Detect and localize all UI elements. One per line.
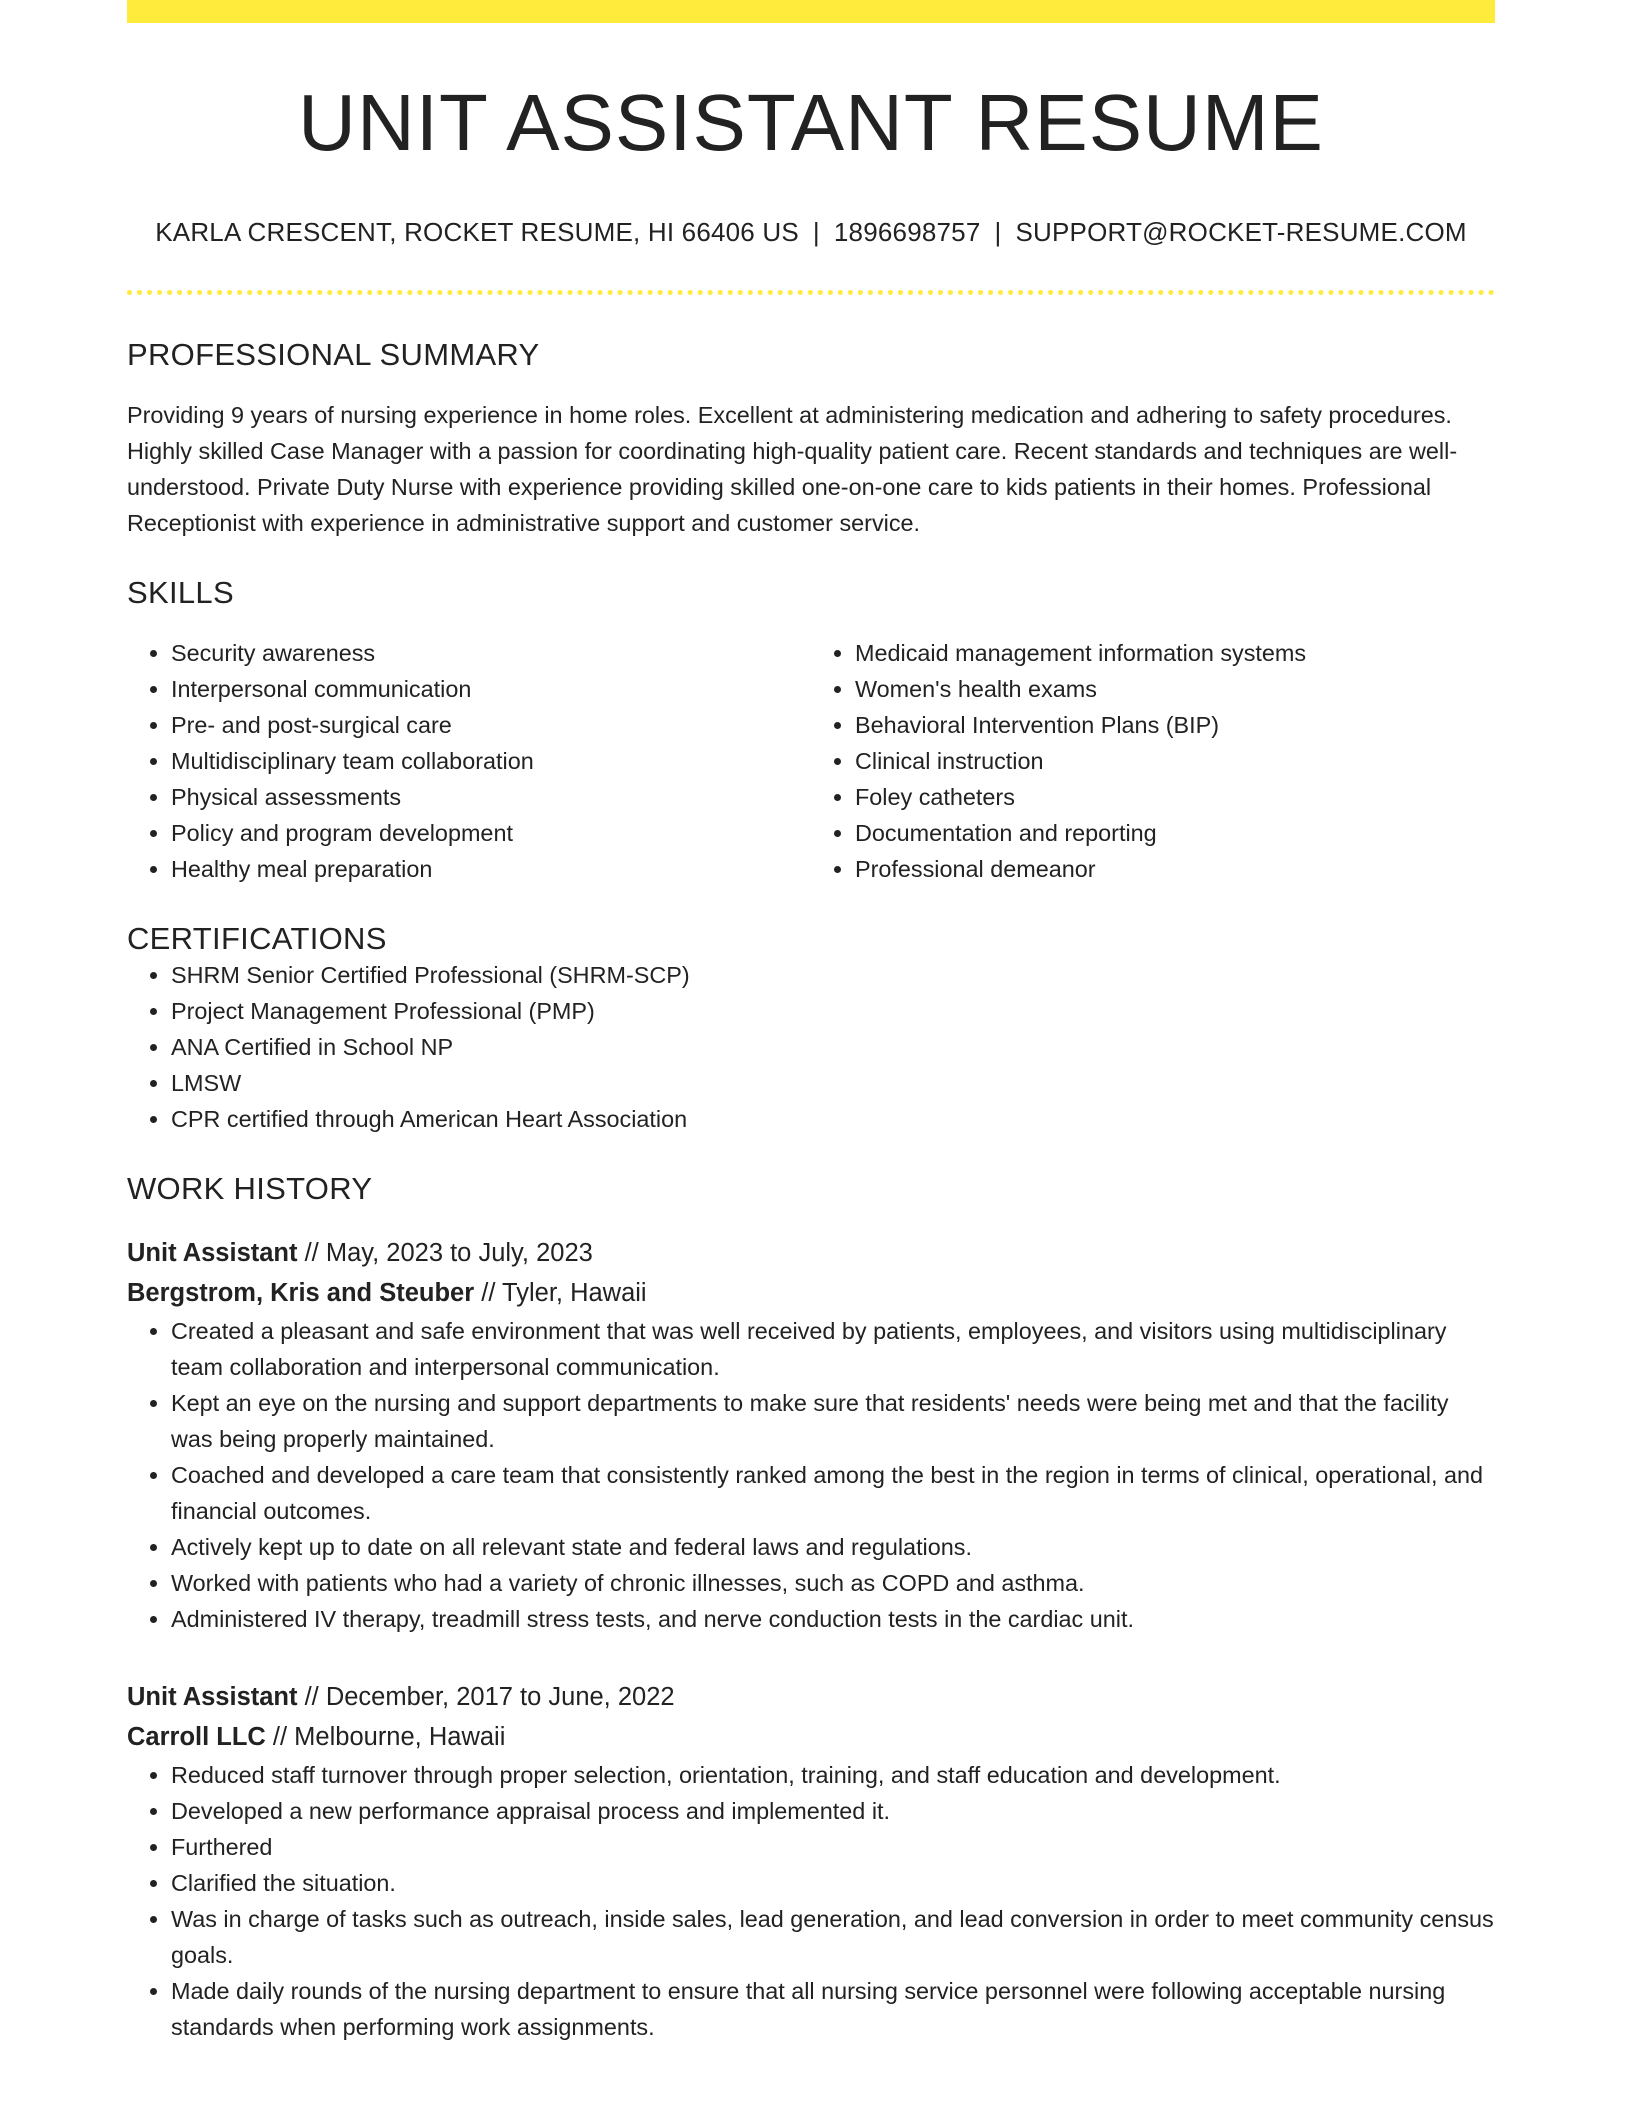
job-bullet: • Developed a new performance appraisal process and implemented it.	[171, 1793, 1495, 1829]
certification-item: • Project Management Professional (PMP)	[171, 993, 1495, 1029]
job-dates: // May, 2023 to July, 2023	[297, 1239, 593, 1267]
skill-item: • Professional demeanor	[855, 851, 1495, 887]
contact-separator: |	[812, 217, 820, 247]
skill-item: • Foley catheters	[855, 779, 1495, 815]
certification-item: • CPR certified through American Heart Association	[171, 1101, 1495, 1137]
job-role: Unit Assistant	[127, 1683, 298, 1711]
job-company: Carroll LLC	[127, 1723, 266, 1751]
job-bullet: • Kept an eye on the nursing and support departments to make sure that residents' needs were being met and that the facility was being properly maintained.	[171, 1385, 1495, 1457]
skill-item: • Medicaid management information systems	[855, 635, 1495, 671]
skill-item: • Behavioral Intervention Plans (BIP)	[855, 707, 1495, 743]
skill-item: • Interpersonal communication	[171, 671, 811, 707]
skill-item: • Women's health exams	[855, 671, 1495, 707]
job-bullet: • Clarified the situation.	[171, 1865, 1495, 1901]
job-dates: // December, 2017 to June, 2022	[297, 1683, 675, 1711]
job-company: Bergstrom, Kris and Steuber	[127, 1279, 475, 1307]
skill-item: • Policy and program development	[171, 815, 811, 851]
job-bullet: • Actively kept up to date on all relevant state and federal laws and regulations.	[171, 1529, 1495, 1565]
skill-item: • Clinical instruction	[855, 743, 1495, 779]
job-bullet: • Was in charge of tasks such as outreach, inside sales, lead generation, and lead conversion in order to meet community census goals.	[171, 1901, 1495, 1973]
skill-item: • Multidisciplinary team collaboration	[171, 743, 811, 779]
job-bullet: • Coached and developed a care team that consistently ranked among the best in the region in terms of clinical, operational, and financial outcomes.	[171, 1457, 1495, 1529]
dotted-divider	[127, 290, 1495, 295]
job-location: // Tyler, Hawaii	[474, 1279, 647, 1307]
job-title-line	[127, 1233, 1495, 1273]
skill-item: • Documentation and reporting	[855, 815, 1495, 851]
top-accent-bar	[127, 0, 1495, 23]
contact-address: KARLA CRESCENT, ROCKET RESUME, HI 66406 US	[155, 217, 799, 247]
job-bullet: • Administered IV therapy, treadmill stress tests, and nerve conduction tests in the cardiac unit.	[171, 1601, 1495, 1637]
certifications-list	[127, 957, 1495, 1137]
job-bullet: • Reduced staff turnover through proper selection, orientation, training, and staff education and development.	[171, 1757, 1495, 1793]
skills-columns	[127, 635, 1495, 887]
contact-email: SUPPORT@ROCKET-RESUME.COM	[1015, 217, 1467, 247]
skill-item: • Pre- and post-surgical care	[171, 707, 811, 743]
page-title: UNIT ASSISTANT RESUME	[298, 78, 1324, 167]
job-bullet: • Created a pleasant and safe environment that was well received by patients, employees, and visitors using multidisciplinary team collaboration and interpersonal communication.	[171, 1313, 1495, 1385]
job-company-line	[127, 1717, 1495, 1757]
certification-item: • SHRM Senior Certified Professional (SHRM-SCP)	[171, 957, 1495, 993]
job-location: // Melbourne, Hawaii	[265, 1723, 506, 1751]
job-entry	[127, 1233, 1495, 1637]
certifications-heading: CERTIFICATIONS	[127, 921, 387, 956]
job-company-line	[127, 1273, 1495, 1313]
job-bullet: • Furthered	[171, 1829, 1495, 1865]
certification-item: • LMSW	[171, 1065, 1495, 1101]
work-history-heading: WORK HISTORY	[127, 1171, 373, 1206]
job-bullet: • Worked with patients who had a variety of chronic illnesses, such as COPD and asthma.	[171, 1565, 1495, 1601]
job-role: Unit Assistant	[127, 1239, 298, 1267]
skills-list-right	[811, 635, 1495, 887]
resume-page	[127, 0, 1495, 2045]
job-entry	[127, 1677, 1495, 2045]
skill-item: • Security awareness	[171, 635, 811, 671]
contact-phone: 1896698757	[833, 217, 981, 247]
skill-item: • Healthy meal preparation	[171, 851, 811, 887]
job-bullet: • Made daily rounds of the nursing department to ensure that all nursing service personnel were following acceptable nursing standards when performing work assignments.	[171, 1973, 1495, 2045]
contact-line	[127, 217, 1495, 248]
summary-text: Providing 9 years of nursing experience in home roles. Excellent at administering medication and adhering to safety procedures. Highly skilled Case Manager with a passion for coordinating high-quality patient care. Recent standards and techniques are well-understood. Private Duty Nurse with experience providing skilled one-on-one care to kids patients in their homes. Professional Receptionist with experience in administrative support and customer service.	[127, 402, 1458, 536]
skills-list-left	[127, 635, 811, 887]
job-bullets	[127, 1757, 1495, 2045]
job-title-line	[127, 1677, 1495, 1717]
job-bullets	[127, 1313, 1495, 1637]
skill-item: • Physical assessments	[171, 779, 811, 815]
certification-item: • ANA Certified in School NP	[171, 1029, 1495, 1065]
contact-separator: |	[994, 217, 1002, 247]
summary-heading: PROFESSIONAL SUMMARY	[127, 337, 540, 372]
skills-heading: SKILLS	[127, 575, 234, 610]
